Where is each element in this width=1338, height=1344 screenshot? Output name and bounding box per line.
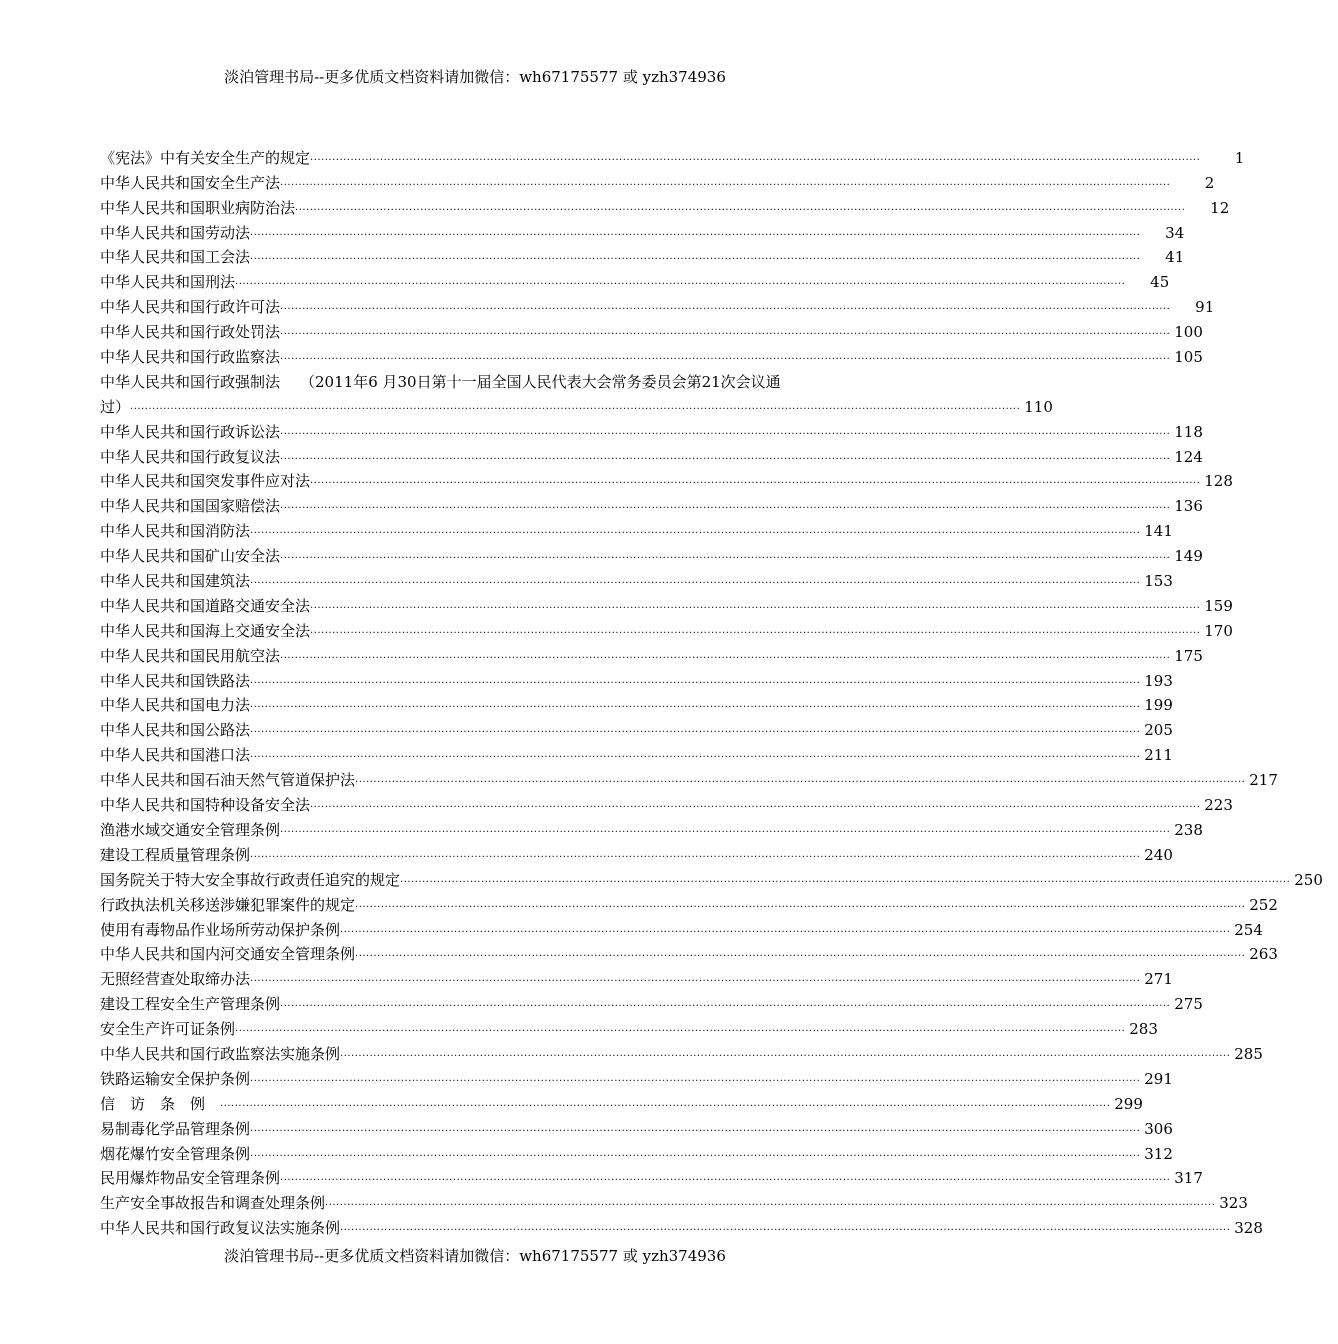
- toc-entry-title: 中华人民共和国行政诉讼法: [100, 422, 281, 441]
- toc-entry-title: 中华人民共和国内河交通安全管理条例: [100, 945, 356, 964]
- toc-entry-page: 159: [1204, 596, 1233, 615]
- toc-entry-title: 中华人民共和国铁路法: [100, 671, 251, 690]
- toc-entry-page: 124: [1174, 447, 1203, 466]
- toc-entry-title: 无照经营查处取缔办法: [100, 970, 251, 989]
- toc-entry[interactable]: [100, 143, 1245, 168]
- toc-entry-page: 12: [1210, 198, 1230, 217]
- toc-entry-page: 275: [1174, 995, 1203, 1014]
- toc-entry-page: 136: [1174, 497, 1203, 516]
- dot-leader: ..................................................................................................................................................................................................................................................: [250, 525, 1141, 537]
- toc-entry[interactable]: [100, 964, 1173, 989]
- toc-entry-title: 生产安全事故报告和调查处理条例: [100, 1194, 326, 1213]
- dot-leader: ..................................................................................................................................................................................................................................................: [250, 1122, 1141, 1134]
- toc-entry-title: 烟花爆竹安全管理条例: [100, 1144, 251, 1163]
- toc-entry-title: 中华人民共和国矿山安全法: [100, 547, 281, 566]
- toc-entry-title: 渔港水域交通安全管理条例: [100, 820, 281, 839]
- toc-entry-page: 328: [1234, 1219, 1263, 1238]
- toc-entry-page: 254: [1234, 920, 1263, 939]
- dot-leader: ..................................................................................................................................................................................................................................................: [250, 1147, 1141, 1159]
- toc-entry-title: 中华人民共和国行政处罚法: [100, 323, 281, 342]
- toc-entry-page: 41: [1165, 248, 1185, 267]
- dot-leader: ..................................................................................................................................................................................................................................................: [310, 151, 1201, 163]
- toc-entry-title: 国务院关于特大安全事故行政责任追究的规定: [100, 870, 401, 889]
- toc-entry[interactable]: [100, 940, 1278, 965]
- toc-entry[interactable]: [100, 790, 1233, 815]
- toc-entry-title: 中华人民共和国刑法: [100, 273, 236, 292]
- toc-entry[interactable]: [100, 168, 1215, 193]
- toc-entry[interactable]: [100, 1039, 1263, 1064]
- toc-entry-page: 291: [1144, 1069, 1173, 1088]
- toc-entry-page: 252: [1249, 895, 1278, 914]
- toc-entry[interactable]: [100, 243, 1185, 268]
- toc-entry-title: 中华人民共和国劳动法: [100, 223, 251, 242]
- toc-entry-page: 312: [1144, 1144, 1173, 1163]
- toc-entry[interactable]: [100, 815, 1203, 840]
- dot-leader: ..................................................................................................................................................................................................................................................: [235, 1023, 1126, 1035]
- toc-entry-title: 中华人民共和国民用航空法: [100, 646, 281, 665]
- toc-entry-page: 283: [1129, 1020, 1158, 1039]
- toc-entry-title: 行政执法机关移送涉嫌犯罪案件的规定: [100, 895, 356, 914]
- toc-entry-page: 271: [1144, 970, 1173, 989]
- dot-leader: ..................................................................................................................................................................................................................................................: [280, 450, 1171, 462]
- toc-entry[interactable]: [100, 715, 1173, 740]
- toc-entry-title: 中华人民共和国行政复议法: [100, 447, 281, 466]
- toc-entry[interactable]: [100, 317, 1203, 342]
- page-header: 淡泊管理书局--更多优质文档资料请加微信：wh67175577 或 yzh374936: [224, 68, 726, 86]
- dot-leader: ..................................................................................................................................................................................................................................................: [235, 276, 1126, 288]
- toc-entry[interactable]: [100, 890, 1278, 915]
- toc-entry-page: 34: [1165, 223, 1185, 242]
- toc-entry-title: 中华人民共和国行政强制法: [100, 372, 281, 391]
- toc-entry-page: 285: [1234, 1044, 1263, 1063]
- dot-leader: ..................................................................................................................................................................................................................................................: [220, 1097, 1111, 1109]
- toc-entry[interactable]: [100, 292, 1215, 317]
- dot-leader: ..................................................................................................................................................................................................................................................: [250, 749, 1141, 761]
- toc-entry[interactable]: [100, 392, 1053, 417]
- toc-entry-title: 中华人民共和国职业病防治法: [100, 198, 296, 217]
- toc-entry-title: 《宪法》中有关安全生产的规定: [100, 148, 311, 167]
- toc-entry-title: 建设工程安全生产管理条例: [100, 995, 281, 1014]
- toc-entry-title: 易制毒化学品管理条例: [100, 1119, 251, 1138]
- dot-leader: ..................................................................................................................................................................................................................................................: [340, 1047, 1231, 1059]
- toc-entry-title: 中华人民共和国海上交通安全法: [100, 621, 311, 640]
- toc-entry[interactable]: [100, 591, 1233, 616]
- toc-entry[interactable]: [100, 1014, 1158, 1039]
- toc-entry[interactable]: [100, 765, 1278, 790]
- page-footer: 淡泊管理书局--更多优质文档资料请加微信：wh67175577 或 yzh374936: [224, 1247, 726, 1265]
- dot-leader: ..................................................................................................................................................................................................................................................: [310, 624, 1201, 636]
- toc-entry[interactable]: [100, 566, 1173, 591]
- toc-entry-page: 91: [1195, 298, 1215, 317]
- toc-entry-title: 中华人民共和国行政许可法: [100, 298, 281, 317]
- toc-entry[interactable]: [100, 467, 1233, 492]
- dot-leader: ..................................................................................................................................................................................................................................................: [280, 649, 1171, 661]
- toc-entry-title: 中华人民共和国消防法: [100, 522, 251, 541]
- dot-leader: ..................................................................................................................................................................................................................................................: [340, 1222, 1231, 1234]
- toc-entry-page: 250: [1294, 870, 1323, 889]
- dot-leader: ..................................................................................................................................................................................................................................................: [250, 226, 1141, 238]
- toc-entry-title: 中华人民共和国突发事件应对法: [100, 472, 311, 491]
- toc-entry[interactable]: [100, 1114, 1173, 1139]
- toc-entry[interactable]: [100, 541, 1203, 566]
- dot-leader: ..................................................................................................................................................................................................................................................: [355, 774, 1246, 786]
- toc-entry[interactable]: [100, 1139, 1173, 1164]
- toc-entry[interactable]: [100, 616, 1233, 641]
- toc-entry-title: 中华人民共和国安全生产法: [100, 173, 281, 192]
- toc-entry[interactable]: [100, 840, 1173, 865]
- table-of-contents: [100, 143, 1323, 1238]
- dot-leader: ..................................................................................................................................................................................................................................................: [250, 724, 1141, 736]
- dot-leader: ..................................................................................................................................................................................................................................................: [400, 873, 1291, 885]
- toc-entry-title: 中华人民共和国电力法: [100, 696, 251, 715]
- toc-entry[interactable]: [100, 342, 1203, 367]
- dot-leader: ..................................................................................................................................................................................................................................................: [325, 1197, 1216, 1209]
- toc-entry-page: 128: [1204, 472, 1233, 491]
- dot-leader: ..................................................................................................................................................................................................................................................: [355, 948, 1246, 960]
- toc-entry[interactable]: [100, 417, 1203, 442]
- toc-entry-title: 建设工程质量管理条例: [100, 845, 251, 864]
- toc-entry-page: 105: [1174, 348, 1203, 367]
- dot-leader: ..................................................................................................................................................................................................................................................: [250, 973, 1141, 985]
- toc-entry-page: 306: [1144, 1119, 1173, 1138]
- toc-entry-page: 199: [1144, 696, 1173, 715]
- toc-entry-page: 45: [1150, 273, 1170, 292]
- toc-entry[interactable]: [100, 491, 1203, 516]
- dot-leader: ..................................................................................................................................................................................................................................................: [310, 475, 1201, 487]
- toc-entry[interactable]: [100, 516, 1173, 541]
- toc-entry[interactable]: [100, 641, 1203, 666]
- toc-entry-title: 中华人民共和国特种设备安全法: [100, 796, 311, 815]
- toc-entry[interactable]: [100, 1164, 1203, 1189]
- toc-entry-title: 中华人民共和国建筑法: [100, 572, 251, 591]
- toc-entry-page: 170: [1204, 621, 1233, 640]
- toc-entry-title: 民用爆炸物品安全管理条例: [100, 1169, 281, 1188]
- toc-entry[interactable]: [100, 267, 1170, 292]
- toc-entry-page: 263: [1249, 945, 1278, 964]
- toc-entry-title: 安全生产许可证条例: [100, 1020, 236, 1039]
- toc-entry-page: 317: [1174, 1169, 1203, 1188]
- toc-entry-title: 中华人民共和国行政复议法实施条例: [100, 1219, 341, 1238]
- toc-entry-page: 240: [1144, 845, 1173, 864]
- dot-leader: ..................................................................................................................................................................................................................................................: [280, 351, 1171, 363]
- toc-entry[interactable]: [100, 865, 1323, 890]
- toc-entry[interactable]: [100, 442, 1203, 467]
- toc-entry-title: 中华人民共和国工会法: [100, 248, 251, 267]
- dot-leader: ..................................................................................................................................................................................................................................................: [280, 1172, 1171, 1184]
- toc-entry-page: 323: [1219, 1194, 1248, 1213]
- dot-leader: ..................................................................................................................................................................................................................................................: [280, 998, 1171, 1010]
- toc-entry[interactable]: [100, 1213, 1263, 1238]
- toc-entry[interactable]: [100, 915, 1263, 940]
- toc-entry-title: 中华人民共和国石油天然气管道保护法: [100, 771, 356, 790]
- toc-entry[interactable]: [100, 218, 1185, 243]
- toc-entry[interactable]: [100, 691, 1173, 716]
- toc-entry-note: （2011年6 月30日第十一届全国人民代表大会常务委员会第21次会议通: [300, 372, 781, 391]
- toc-entry-title: 使用有毒物品作业场所劳动保护条例: [100, 920, 341, 939]
- toc-entry[interactable]: [100, 1064, 1173, 1089]
- dot-leader: ..................................................................................................................................................................................................................................................: [280, 823, 1171, 835]
- dot-leader: ..................................................................................................................................................................................................................................................: [355, 898, 1246, 910]
- dot-leader: ..................................................................................................................................................................................................................................................: [250, 848, 1141, 860]
- dot-leader: ..................................................................................................................................................................................................................................................: [250, 575, 1141, 587]
- toc-entry-title: 中华人民共和国行政监察法: [100, 348, 281, 367]
- toc-entry-page: 193: [1144, 671, 1173, 690]
- dot-leader: ..................................................................................................................................................................................................................................................: [130, 400, 1021, 412]
- dot-leader: ..................................................................................................................................................................................................................................................: [310, 599, 1201, 611]
- dot-leader: ..................................................................................................................................................................................................................................................: [280, 500, 1171, 512]
- toc-entry-title: 中华人民共和国公路法: [100, 721, 251, 740]
- toc-entry[interactable]: [100, 989, 1203, 1014]
- toc-entry-title: 信访条例: [100, 1094, 221, 1113]
- toc-entry-page: 217: [1249, 771, 1278, 790]
- toc-entry-page: 1: [1234, 148, 1245, 167]
- toc-entry-page: 110: [1024, 397, 1053, 416]
- toc-entry-page: 153: [1144, 572, 1173, 591]
- toc-entry-title: 过）: [100, 397, 131, 416]
- toc-entry[interactable]: [100, 666, 1173, 691]
- toc-entry-page: 238: [1174, 820, 1203, 839]
- dot-leader: ..................................................................................................................................................................................................................................................: [340, 923, 1231, 935]
- toc-entry-page: 175: [1174, 646, 1203, 665]
- toc-entry-page: 100: [1174, 323, 1203, 342]
- toc-entry-page: 211: [1144, 746, 1173, 765]
- toc-entry-page: 141: [1144, 522, 1173, 541]
- toc-entry-title: 铁路运输安全保护条例: [100, 1069, 251, 1088]
- dot-leader: ..................................................................................................................................................................................................................................................: [250, 251, 1141, 263]
- dot-leader: ..................................................................................................................................................................................................................................................: [280, 550, 1171, 562]
- toc-entry[interactable]: [100, 740, 1173, 765]
- toc-entry-page: 299: [1114, 1094, 1143, 1113]
- dot-leader: ..................................................................................................................................................................................................................................................: [280, 326, 1171, 338]
- toc-entry[interactable]: [100, 1089, 1143, 1114]
- toc-entry-page: 223: [1204, 796, 1233, 815]
- toc-entry-title: 中华人民共和国国家赔偿法: [100, 497, 281, 516]
- dot-leader: ..................................................................................................................................................................................................................................................: [280, 301, 1171, 313]
- toc-entry-page: 118: [1174, 422, 1203, 441]
- dot-leader: ..................................................................................................................................................................................................................................................: [250, 699, 1141, 711]
- toc-entry[interactable]: [100, 367, 860, 392]
- dot-leader: ..................................................................................................................................................................................................................................................: [280, 425, 1171, 437]
- toc-entry-title: 中华人民共和国港口法: [100, 746, 251, 765]
- dot-leader: ..................................................................................................................................................................................................................................................: [250, 1072, 1141, 1084]
- toc-entry-page: 2: [1204, 173, 1215, 192]
- toc-entry-page: 205: [1144, 721, 1173, 740]
- dot-leader: ..................................................................................................................................................................................................................................................: [295, 201, 1186, 213]
- dot-leader: ..................................................................................................................................................................................................................................................: [280, 176, 1171, 188]
- dot-leader: ..................................................................................................................................................................................................................................................: [250, 674, 1141, 686]
- toc-entry-page: 149: [1174, 547, 1203, 566]
- toc-entry-title: 中华人民共和国道路交通安全法: [100, 596, 311, 615]
- toc-entry[interactable]: [100, 193, 1230, 218]
- toc-entry[interactable]: [100, 1188, 1248, 1213]
- dot-leader: ..................................................................................................................................................................................................................................................: [310, 799, 1201, 811]
- toc-entry-title: 中华人民共和国行政监察法实施条例: [100, 1044, 341, 1063]
